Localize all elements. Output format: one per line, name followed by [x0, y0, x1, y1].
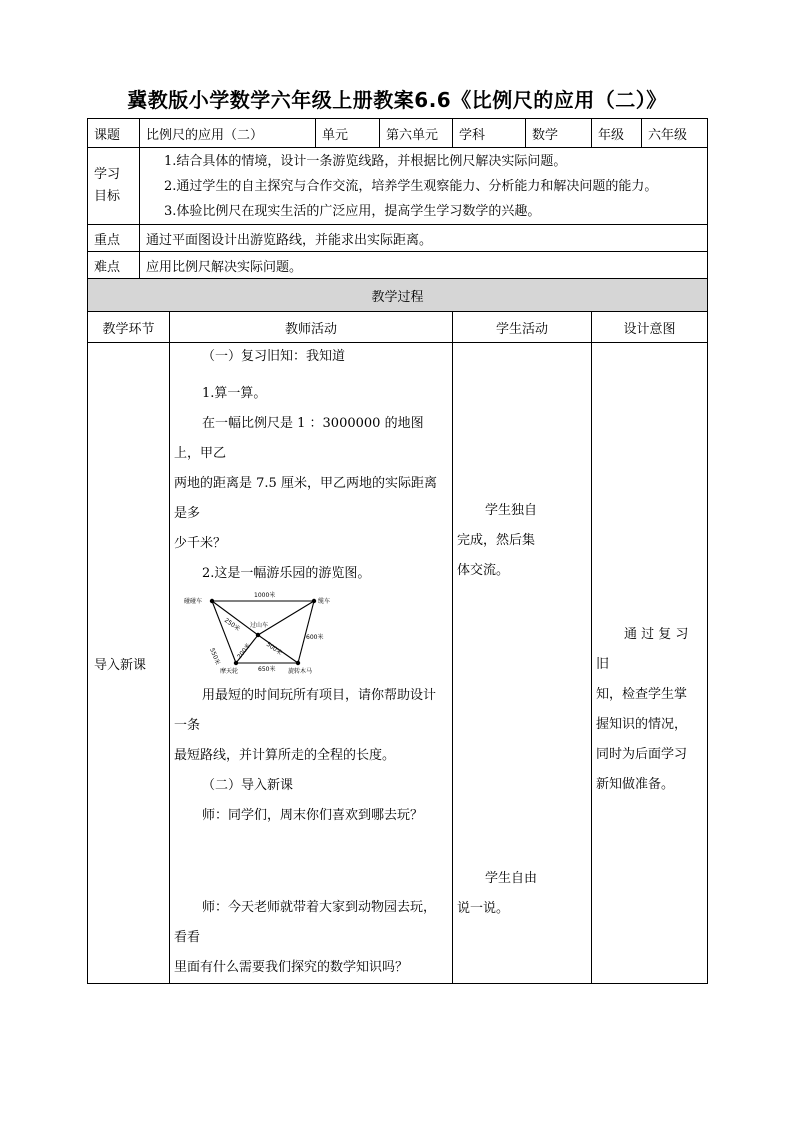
stage-cell — [88, 343, 170, 984]
student-line: 学生独自 — [485, 502, 538, 518]
difficulty-text: 应用比例尺解决实际问题。 — [140, 252, 708, 279]
map-labels — [184, 591, 330, 675]
teacher-activity-cell — [170, 343, 453, 984]
node-coaster-dot — [256, 633, 260, 637]
document-title: 冀教版小学数学六年级上册教案6.6《比例尺的应用（二）》 — [127, 88, 667, 112]
goal-item: 1.结合具体的情境，设计一条游览线路，并根据比例尺解决实际问题。 — [164, 153, 567, 169]
student-line: 体交流。 — [457, 562, 510, 578]
teacher-line: 里面有什么需要我们探究的数学知识吗？ — [174, 960, 409, 975]
goals-label-line1: 学习 — [94, 167, 121, 182]
label-bumper: 碰碰车 — [184, 598, 203, 605]
student-line: 学生自由 — [485, 870, 538, 886]
label-ferris: 摩天轮 — [220, 668, 239, 675]
node-carousel-dot — [296, 661, 300, 665]
dist-bottom: 650米 — [258, 666, 276, 673]
intent-line: 同时为后面学习 — [596, 746, 688, 762]
goals-row — [88, 148, 708, 225]
grade-label: 年级 — [592, 119, 642, 148]
main-row — [88, 343, 708, 984]
dist-left: 550米 — [208, 647, 222, 666]
header-row — [88, 119, 708, 148]
dist-mid-down: 200米 — [236, 642, 253, 661]
q1-line: 在一幅比例尺是 1 ：3000000 的地图上，甲乙 — [174, 416, 424, 461]
spacer — [457, 586, 587, 864]
student-line: 说一说。 — [457, 900, 510, 916]
student-activity-cell — [453, 343, 592, 984]
node-bumper-dot — [210, 599, 214, 603]
goal-item: 2.通过学生的自主探究与合作交流，培养学生观察能力、分析能力和解决问题的能力。 — [164, 178, 658, 194]
col-teacher-header: 教师活动 — [170, 312, 453, 343]
dist-top: 1000米 — [254, 592, 276, 599]
dist-mid-right: 500米 — [264, 640, 284, 657]
q1-line: 少千米？ — [174, 536, 227, 551]
teacher-line: 师：今天老师就带着大家到动物园去玩，看看 — [174, 900, 437, 945]
difficulty-label: 难点 — [88, 252, 140, 279]
teacher-line: 师：同学们，周末你们喜欢到哪去玩？ — [202, 808, 424, 823]
key-point-text: 通过平面图设计出游览路线，并能求出实际距离。 — [140, 225, 708, 252]
node-ferris-dot — [234, 661, 238, 665]
intro-section-title: （二）导入新课 — [202, 778, 294, 793]
column-header-row — [88, 312, 708, 343]
key-point-label: 重点 — [88, 225, 140, 252]
dist-mid-left: 250米 — [222, 616, 242, 633]
q1-line: 两地的距离是 7.5 厘米，甲乙两地的实际距离是多 — [174, 476, 437, 521]
key-point-row — [88, 225, 708, 252]
dist-right: 600米 — [306, 634, 324, 641]
amusement-park-map — [184, 591, 354, 675]
q1-title: 1.算一算。 — [202, 386, 267, 401]
map-routes — [212, 601, 314, 663]
review-section-title: （一）复习旧知：我知道 — [202, 349, 346, 364]
design-intent-cell — [592, 343, 708, 984]
lesson-plan-table — [87, 118, 708, 984]
spacer — [174, 831, 448, 893]
intent-line: 新知做准备。 — [596, 776, 675, 792]
goals-label-line2: 目标 — [94, 189, 121, 204]
student-line: 完成，然后集 — [457, 532, 536, 548]
col-intent-header: 设计意图 — [592, 312, 708, 343]
route-cable-carousel — [298, 601, 314, 663]
topic-value: 比例尺的应用（二） — [140, 119, 316, 148]
intent-line: 通 过 复 习 旧 — [596, 626, 689, 672]
intent-line: 握知识的情况， — [596, 716, 688, 732]
label-cable: 缆车 — [318, 598, 331, 605]
spacer — [457, 403, 587, 496]
goals-label — [88, 148, 140, 225]
goal-item: 3.体验比例尺在现实生活的广泛应用，提高学生学习数学的兴趣。 — [164, 203, 541, 219]
q2-line: 最短路线，并计算所走的全程的长度。 — [174, 748, 396, 763]
q2-title: 2.这是一幅游乐园的游览图。 — [202, 566, 371, 581]
intent-line: 知，检查学生掌 — [596, 686, 688, 702]
process-band-row — [88, 279, 708, 312]
q2-line: 用最短的时间玩所有项目，请你帮助设计一条 — [174, 688, 437, 733]
label-carousel: 旋转木马 — [288, 668, 313, 675]
grade-value: 六年级 — [642, 119, 708, 148]
subject-label: 学科 — [453, 119, 526, 148]
unit-label: 单元 — [316, 119, 380, 148]
spacer — [596, 527, 703, 620]
unit-value: 第六单元 — [380, 119, 453, 148]
col-stage-header: 教学环节 — [88, 312, 170, 343]
topic-label: 课题 — [88, 119, 140, 148]
route-cable-coaster — [258, 601, 314, 635]
col-student-header: 学生活动 — [453, 312, 592, 343]
subject-value: 数学 — [526, 119, 592, 148]
node-cable-dot — [312, 599, 316, 603]
process-band: 教学过程 — [88, 279, 708, 312]
stage-label: 导入新课 — [94, 658, 147, 673]
label-coaster: 过山车 — [250, 622, 269, 629]
goals-content — [140, 148, 708, 225]
difficulty-row — [88, 252, 708, 279]
